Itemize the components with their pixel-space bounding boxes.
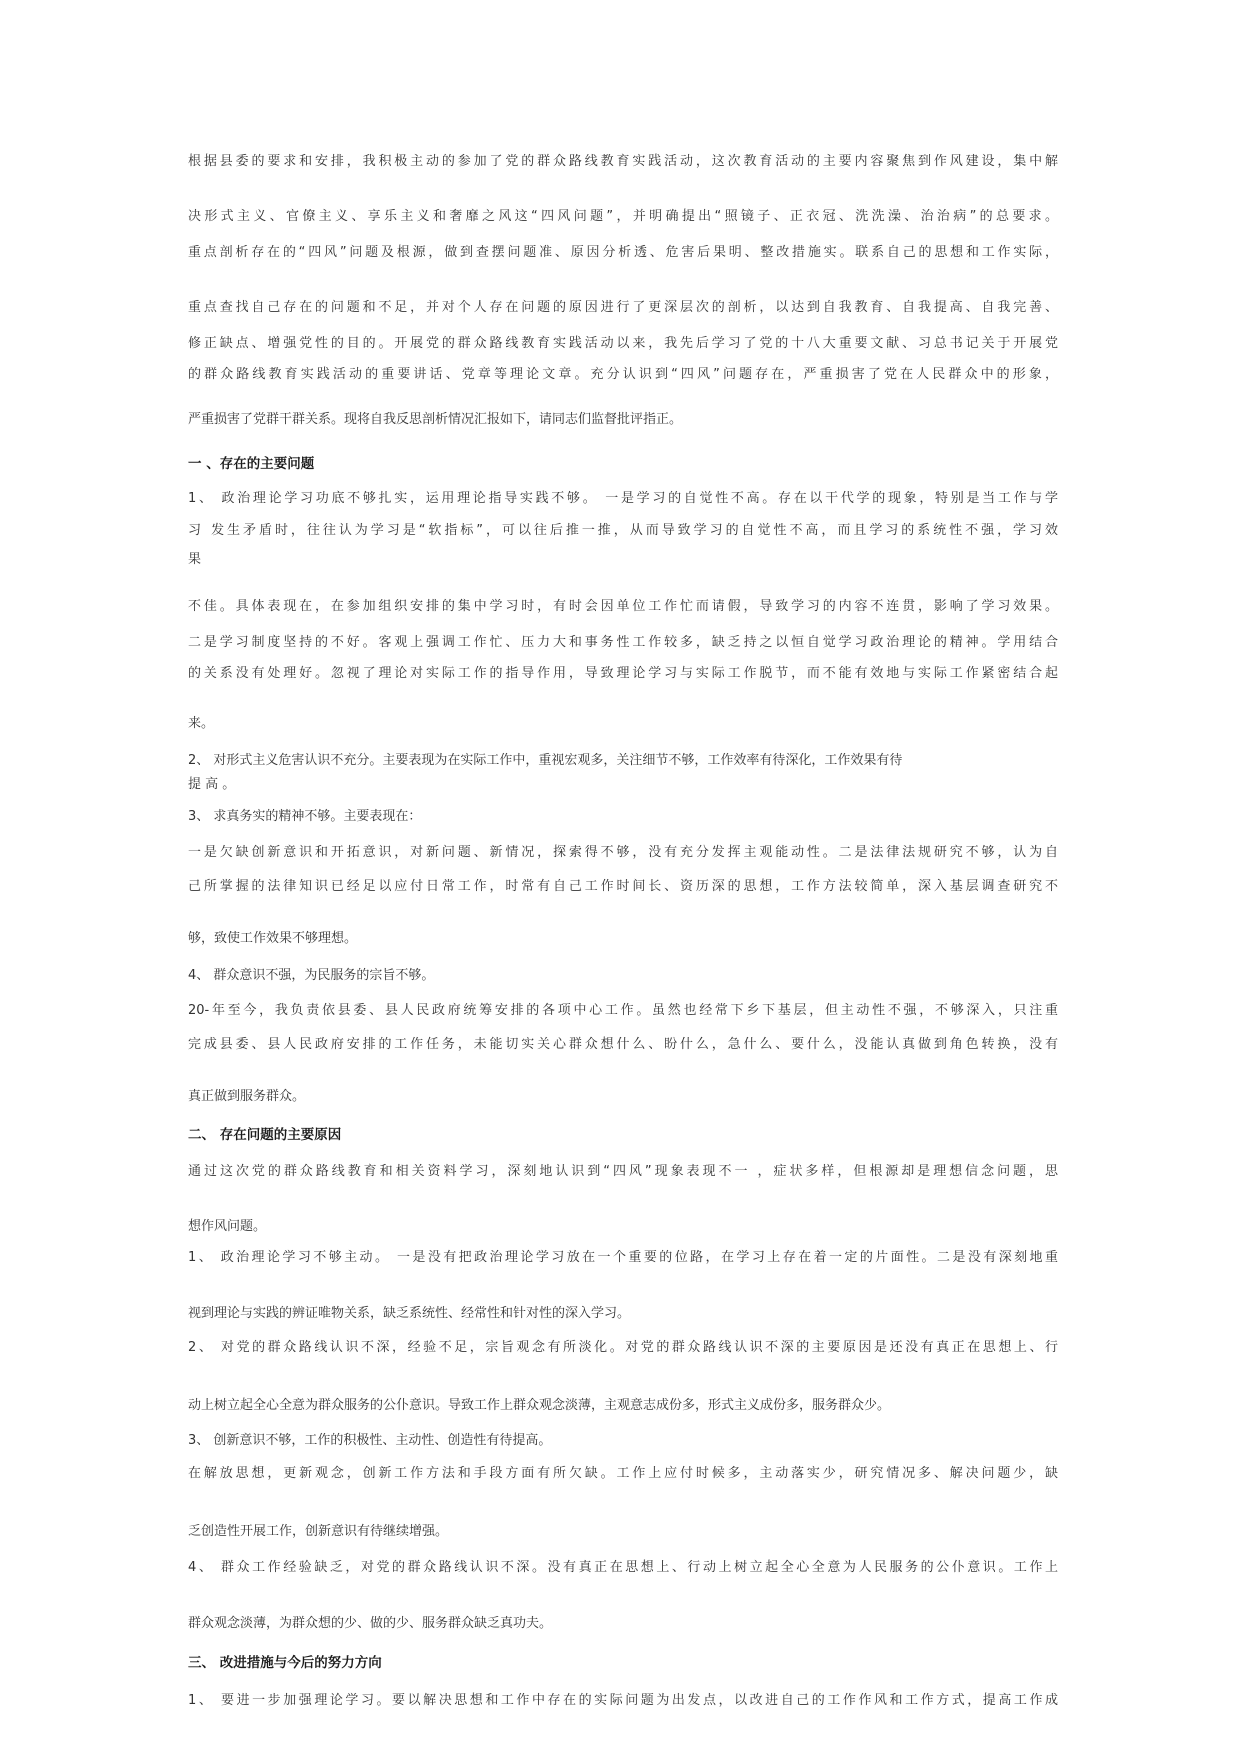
text-line: 重点剖析存在的“四风”问题及根源，做到查摆问题准、原因分析透、危害后果明、整改措施实。联系自己的思想和工作实际， — [188, 245, 1058, 260]
text-line: 的群众路线教育实践活动的重要讲话、党章等理论文章。充分认识到“四风”问题存在，严重损害了党在人民群众中的形象， — [188, 367, 1058, 382]
text-line: 修正缺点、增强党性的目的。开展党的群众路线教育实践活动以来，我先后学习了党的十八大重要文献、习总书记关于开展党 — [188, 336, 1058, 351]
text-line: 3、 创新意识不够，工作的积极性、主动性、创造性有待提高。 — [188, 1433, 552, 1448]
text-line: 动上树立起全心全意为群众服务的公仆意识。导致工作上群众观念淡薄，主观意志成份多，形式主义成份多，服务群众少。 — [188, 1398, 891, 1413]
text-line: 二是学习制度坚持的不好。客观上强调工作忙、压力大和事务性工作较多，缺乏持之以恒自觉学习政治理论的精神。学用结合 — [188, 635, 1058, 650]
text-line: 视到理论与实践的辨证唯物关系，缺乏系统性、经常性和针对性的深入学习。 — [188, 1306, 631, 1321]
text-line: 乏创造性开展工作，创新意识有待继续增强。 — [188, 1524, 449, 1539]
text-line: 在解放思想，更新观念，创新工作方法和手段方面有所欠缺。工作上应付时候多，主动落实少，研究情况多、解决问题少，缺 — [188, 1466, 1058, 1481]
text-line: 想作风问题。 — [188, 1219, 267, 1234]
text-line: 不佳。具体表现在，在参加组织安排的集中学习时，有时会因单位工作忙而请假，导致学习的内容不连贯，影响了学习效果。 — [188, 599, 1058, 614]
text-line: 决形式主义、官僚主义、享乐主义和奢靡之风这“四风问题”，并明确提出“照镜子、正衣冠、洗洗澡、治治病”的总要求。 — [188, 209, 1058, 224]
text-line: 4、 群众工作经验缺乏，对党的群众路线认识不深。没有真正在思想上、行动上树立起全心全意为人民服务的公仆意识。工作上 — [188, 1560, 1058, 1575]
text-line: 真正做到服务群众。 — [188, 1089, 306, 1104]
section-heading: 三、 改进措施与今后的努力方向 — [188, 1655, 382, 1671]
text-line: 提 高 。 — [188, 777, 236, 792]
text-line: 4、 群众意识不强，为民服务的宗旨不够。 — [188, 968, 435, 983]
text-line: 1、 要进一步加强理论学习。要以解决思想和工作中存在的实际问题为出发点，以改进自己的工作作风和工作方式，提高工作成 — [188, 1693, 1058, 1708]
text-line: 一是欠缺创新意识和开拓意识，对新问题、新情况，探索得不够，没有充分发挥主观能动性。二是法律法规研究不够，认为自 — [188, 845, 1058, 860]
text-line: 己所掌握的法律知识已经足以应付日常工作，时常有自己工作时间长、资历深的思想，工作方法较简单，深入基层调查研究不 — [188, 879, 1058, 894]
text-line: 2、 对形式主义危害认识不充分。主要表现为在实际工作中，重视宏观多，关注细节不够，工作效率有待深化，工作效果有待 — [188, 753, 903, 768]
section-heading: 一 、存在的主要问题 — [188, 456, 315, 472]
text-line: 1、 政治理论学习不够主动。 一是没有把政治理论学习放在一个重要的位路，在学习上存在着一定的片面性。二是没有深刻地重 — [188, 1250, 1058, 1265]
text-line: 完成县委、县人民政府安排的工作任务，未能切实关心群众想什么、盼什么，急什么、要什么，没能认真做到角色转换，没有 — [188, 1037, 1058, 1052]
text-line: 1、 政治理论学习功底不够扎实，运用理论指导实践不够。 一是学习的自觉性不高。存在以干代学的现象，特别是当工作与学 — [188, 491, 1058, 506]
text-line: 习 发生矛盾时，往往认为学习是“软指标”，可以往后推一推，从而导致学习的自觉性不高，而且学习的系统性不强，学习效 — [188, 523, 1058, 538]
text-line: 群众观念淡薄，为群众想的少、做的少、服务群众缺乏真功夫。 — [188, 1616, 553, 1631]
text-line: 果 — [188, 552, 202, 567]
text-line: 根据县委的要求和安排，我积极主动的参加了党的群众路线教育实践活动，这次教育活动的主要内容聚焦到作风建设，集中解 — [188, 154, 1058, 169]
text-line: 通过这次党的群众路线教育和相关资料学习，深刻地认识到“四风”现象表现不一 ，症状多样，但根源却是理想信念问题，思 — [188, 1164, 1058, 1179]
text-line: 20-年至今，我负责依县委、县人民政府统筹安排的各项中心工作。虽然也经常下乡下基层，但主动性不强，不够深入，只注重 — [188, 1003, 1058, 1018]
text-line: 严重损害了党群干群关系。现将自我反思剖析情况汇报如下，请同志们监督批评指正。 — [188, 412, 683, 427]
text-line: 重点查找自己存在的问题和不足，并对个人存在问题的原因进行了更深层次的剖析，以达到自我教育、自我提高、自我完善、 — [188, 300, 1058, 315]
text-line: 的关系没有处理好。忽视了理论对实际工作的指导作用，导致理论学习与实际工作脱节，而不能有效地与实际工作紧密结合起 — [188, 666, 1058, 681]
text-line: 2、 对党的群众路线认识不深，经验不足，宗旨观念有所淡化。对党的群众路线认识不深的主要原因是还没有真正在思想上、行 — [188, 1340, 1058, 1355]
text-line: 3、 求真务实的精神不够。主要表现在： — [188, 809, 422, 824]
text-line: 够，致使工作效果不够理想。 — [188, 931, 358, 946]
section-heading: 二、 存在问题的主要原因 — [188, 1127, 342, 1143]
text-line: 来。 — [188, 716, 215, 731]
